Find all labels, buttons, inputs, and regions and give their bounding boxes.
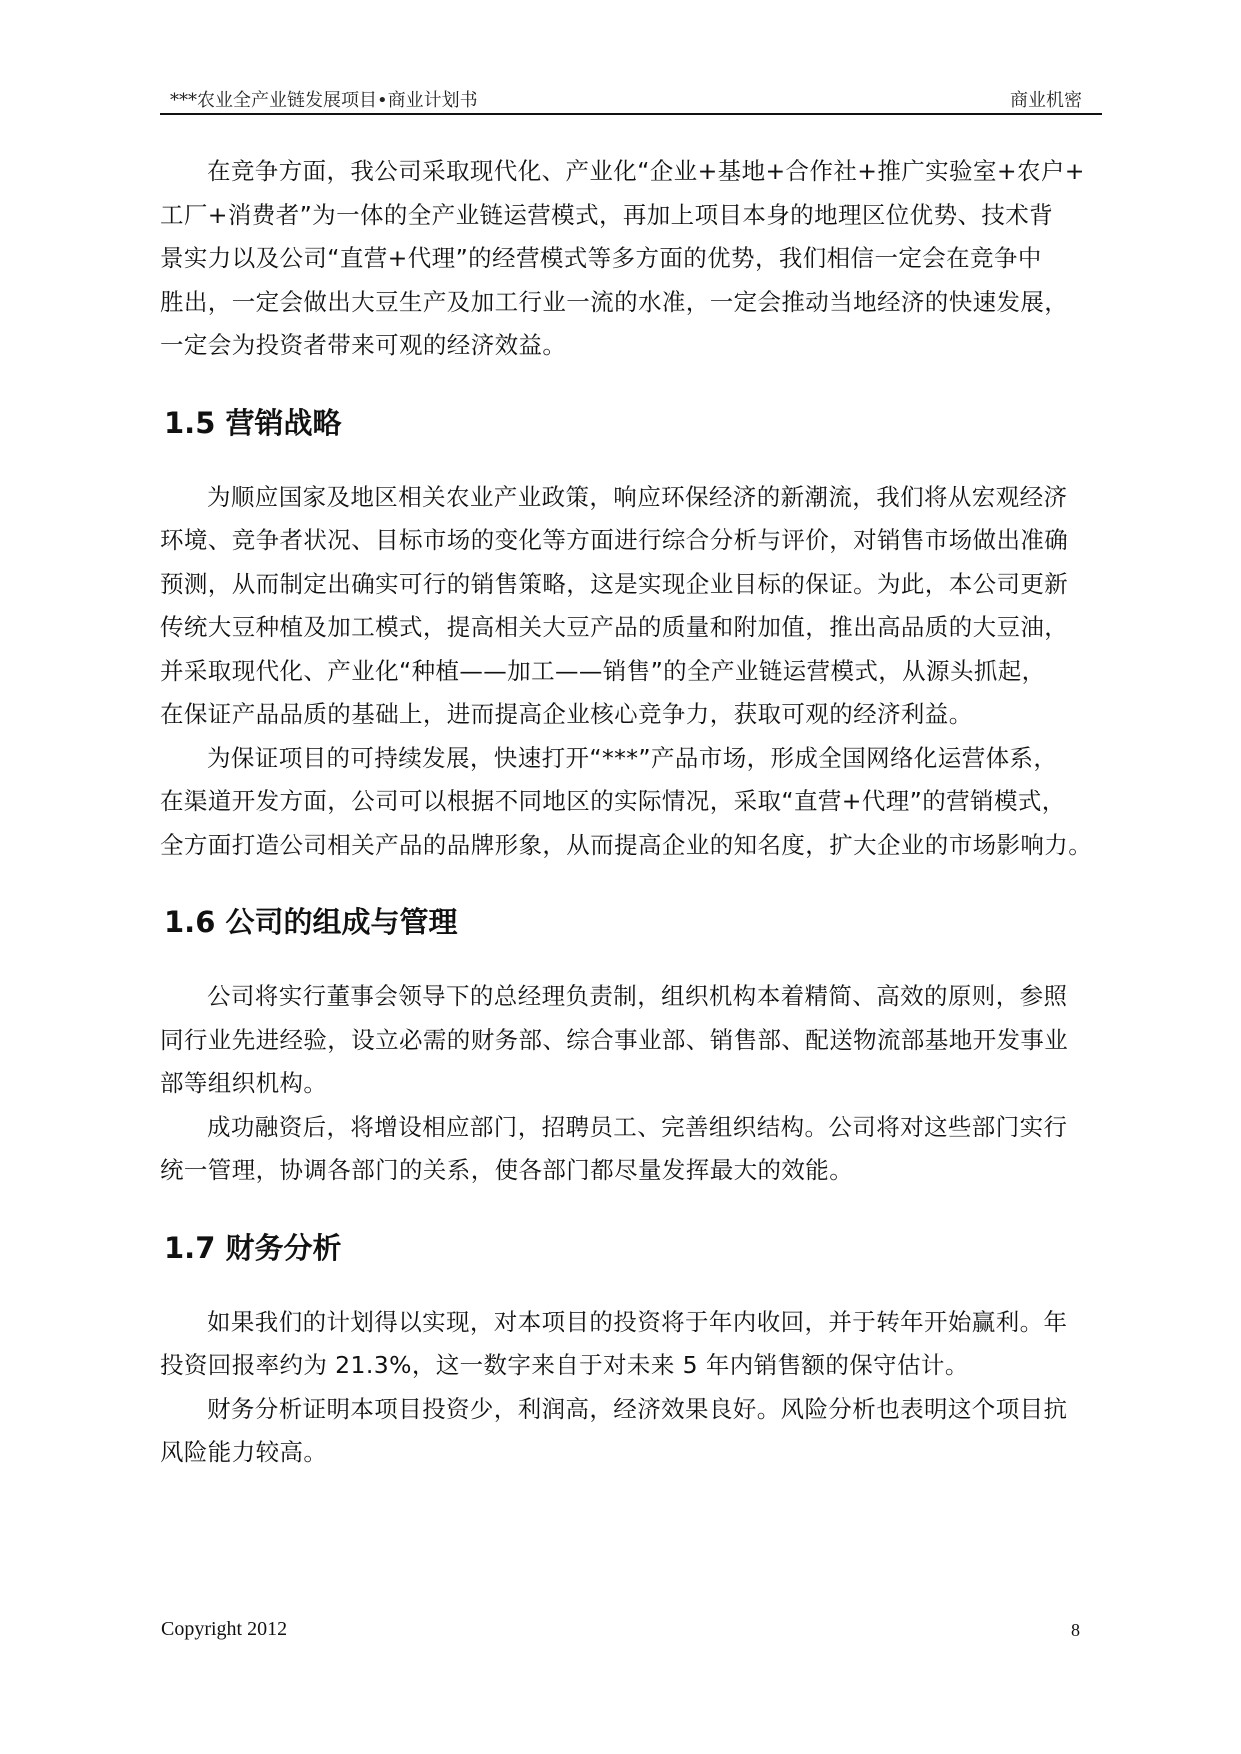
section-heading-company-management: 1.6 公司的组成与管理 bbox=[164, 905, 458, 939]
paragraph-financial-1: 如果我们的计划得以实现，对本项目的投资将于年内收回，并于转年开始赢利。年 投资回报率约为 21.3%，这一数字来自于对未来 5 年内销售额的保守估计。 bbox=[160, 1307, 1068, 1379]
section-heading-marketing-strategy: 1.5 营销战略 bbox=[164, 405, 342, 440]
section-heading-financial-analysis: 1.7 财务分析 bbox=[164, 1230, 342, 1265]
intro-paragraph: 在竞争方面，我公司采取现代化、产业化“企业+基地+合作社+推广实验室+农户+ 工厂+消费者”为一体的全产业链运营模式，再加上项目本身的地理区位优势、技术背 景实力以及公司“直营+代理”的经营模式等多方面的优势，我们相信一定会在竞争中 胜出，一定会做出大豆生产及加工行业一流的水准，一定会推动当地经济的快速发展， 一定会为投资者带来可观的经济效益。 bbox=[160, 157, 1085, 359]
paragraph-marketing-2: 为保证项目的可持续发展，快速打开“***”产品市场，形成全国网络化运营体系， 在渠道开发方面，公司可以根据不同地区的实际情况，采取“直营+代理”的营销模式， 全方面打造公司相关产品的品牌形象，从而提高企业的知名度，扩大企业的市场影响力。 bbox=[160, 743, 1093, 859]
document-body bbox=[160, 150, 1102, 1475]
header-divider bbox=[160, 113, 1102, 115]
header-confidential-label: 商业机密 bbox=[1010, 90, 1082, 111]
header-title: ***农业全产业链发展项目•商业计划书 bbox=[170, 90, 478, 111]
footer-page-number: 8 bbox=[1071, 1620, 1080, 1640]
paragraph-management-1: 公司将实行董事会领导下的总经理负责制，组织机构本着精简、高效的原则，参照 同行业先进经验，设立必需的财务部、综合事业部、销售部、配送物流部基地开发事业 部等组织机构。 bbox=[160, 982, 1069, 1097]
paragraph-financial-2: 财务分析证明本项目投资少，利润高，经济效果良好。风险分析也表明这个项目抗 风险能力较高。 bbox=[160, 1394, 1068, 1466]
paragraph-management-2: 成功融资后，将增设相应部门，招聘员工、完善组织结构。公司将对这些部门实行 统一管理，协调各部门的关系，使各部门都尽量发挥最大的效能。 bbox=[160, 1112, 1068, 1184]
footer-copyright: Copyright 2012 bbox=[161, 1618, 288, 1640]
paragraph-marketing-1: 为顺应国家及地区相关农业产业政策，响应环保经济的新潮流，我们将从宏观经济 环境、竞争者状况、目标市场的变化等方面进行综合分析与评价，对销售市场做出准确 预测，从而制定出确实可行的销售策略，这是实现企业目标的保证。为此，本公司更新 传统大豆种植及加工模式，提高相关大豆产品的质量和附加值，推出高品质的大豆油， 并采取现代化、产业化“种植——加工——销售”的全产业链运营模式，从源头抓起， 在保证产品品质的基础上，进而提高企业核心竞争力，获取可观的经济利益。 bbox=[160, 482, 1069, 728]
